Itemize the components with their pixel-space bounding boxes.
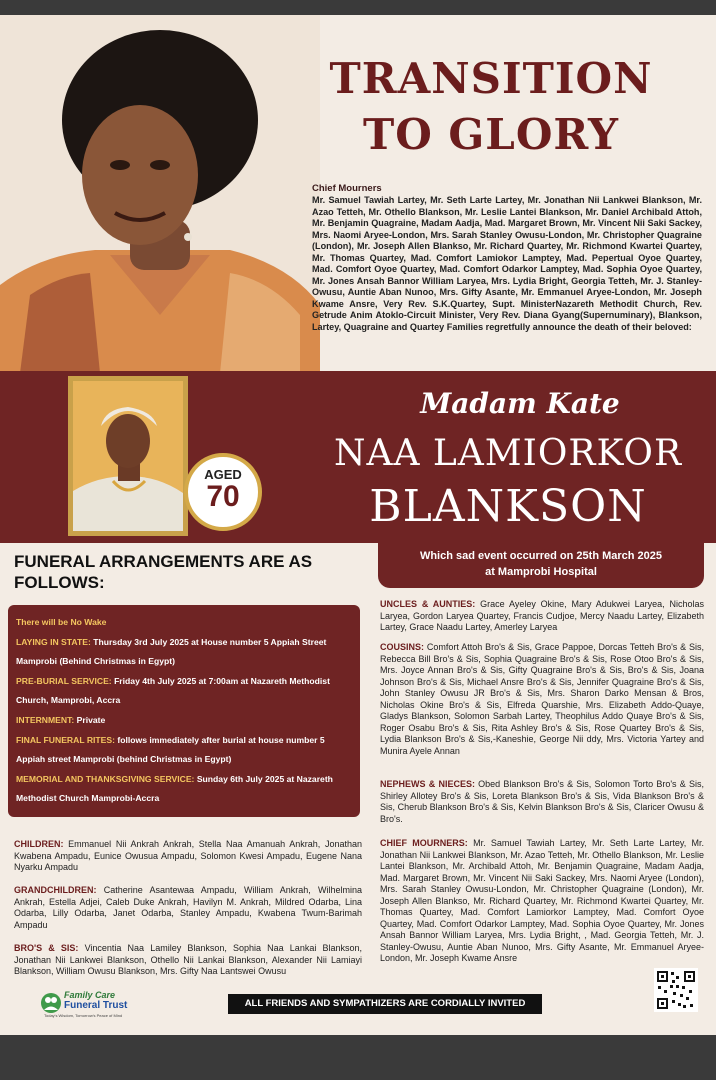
logo-line-2: Funeral Trust <box>64 1000 128 1011</box>
top-letterbox <box>0 0 716 15</box>
arrangement-item: LAYING IN STATE: Thursday 3rd July 2025 at House number 5 Appiah Street Mamprobi (Behind Christmas in Egypt) <box>16 636 327 667</box>
logo-line-1: Family Care <box>64 990 116 1000</box>
cousins-section: COUSINS: Comfort Attoh Bro's & Sis, Grace Pappoe, Dorcas Tetteh Bro's & Sis, Rebecca Bill Bro's & Sis, Sophia Quagraine Bro's & Sis, Rose Otoo Bro's & Sis, Mrs. Joyce Annan Bro's & Sis, Gifty Quagraine Bro's & Sis, Bro's & Sis, Joana Johnson Bro's & Sis, Michael Ansre Bro's & Sis, Jennifer Quagraine Bro's & Sis, John Stanley Owusu JR Bro's & Sis, Mrs. Sharon Darko Mensan & Bros, Nicholas Okine Bro's & Sis, Elfreda Quarshie, Mrs. Elizabeth Addo-Quaye, Gladys Blankson, Solomon Sarbah Lartey, Theophilus Addo Quaye Bro's & Sis, Roger Osabu Bro's & Sis, Rita Ashley Bro's & Sis, Rose Quartey Bro's & Sis, Lydia Blankson Bro's & Sis,-Kaneshie, George Nii ddy, Mrs. Victoria Yartey and Munira Ayele Annan <box>380 642 704 756</box>
title-line-2: TO GLORY <box>362 110 620 159</box>
no-wake-notice: There will be No Wake <box>16 617 107 627</box>
event-date-line: Which sad event occurred on 25th March 2025 <box>419 550 663 562</box>
invitation-banner: ALL FRIENDS AND SYMPATHIZERS ARE CORDIALLY INVITED <box>228 994 542 1014</box>
arrangements-box <box>8 605 360 817</box>
children-section: CHILDREN: Emmanuel Nii Ankrah Ankrah, Stella Naa Amanuah Ankrah, Jonathan Kwabena Ampadu, Eunice Owusua Ampadu, Solomon Kwesi Ampadu, Eugene Nana Nyarku Ampadu <box>14 839 362 872</box>
deceased-honorific: Madam Kate <box>420 387 620 420</box>
deceased-name-line-1: NAA LAMIORKOR <box>333 433 683 474</box>
uncles-aunties-section: UNCLES & AUNTIES: Grace Ayeley Okine, Mary Adukwei Laryea, Nicholas Laryea, Gordon Laryea Quartey, Francis Cudjoe, Mercy Naadu Lartey, Elizabeth Lartey, Grace Naadu Lartey, Amerley Laryea <box>380 599 704 632</box>
chief-mourners-heading: Chief Mourners <box>312 183 382 194</box>
event-place-line: at Mamprobi Hospital <box>485 566 597 578</box>
chief-mourners-section: CHIEF MOURNERS: Mr. Samuel Tawiah Lartey, Mr. Seth Larte Lartey, Mr. Jonathan Nii Lankwei Blankson, Mr. Azao Tetteh, Mr. Othello Blankson, Mr. Leslie Lantei Blankson, Mr. Archibald Attoh, Mr. Benjamin Quagraine, Madam Aadja, Mad. Margaret Brown, Mr. Vincent Nii Saki Sackey, Mrs. Naomi Aryee (London), Mrs. Sarah Stanley Owusu-London, Mr. Christopher Quagraine (London), Mr. Joseph Allen Blankso, Mr. Richard Quartey, Mr. Richmond Kwartei Quartey, Mr. Thomas Quartey, Mad. Comfort Lamiorkor Lamptey, Mad. Comfort Oyoe Quartey, Mad. Comfort Odarkor Lamptey, Mad. Sophia Oyoe Quartey, Mr. Jones Ansah Bannor William Laryea, Mrs. Lydia Bright, , Mad. Georgia Tetteh, Mr. J. Stanley-Owusu, Auntie Aban Nunoo, Mrs. Gifty Asante, Mr. Emmanuel Aryee-London, Mr. Joseph Kwame Ansre <box>380 838 704 963</box>
logo-tagline: Today's Wisdom, Tomorrow's Peace of Mind <box>44 1013 123 1018</box>
qr-code <box>654 968 698 1012</box>
age-number: 70 <box>206 480 240 513</box>
portrait-photo <box>0 15 320 373</box>
page-title <box>306 51 676 163</box>
nephews-nieces-section: NEPHEWS & NIECES: Obed Blankson Bro's & Sis, Solomon Torto Bro's & Sis, Shirley Allotey Bro's & Sis, Loreta Blankson Bro's & Sis, Vida Blankson Bro's & Sis, Cherub Blankson Bro's & Sis, Kelvin Blankson Bro's & Sis, Claricer Owusu & Bro's. <box>380 779 704 824</box>
funeral-poster <box>0 15 716 1035</box>
arrangement-item: PRE-BURIAL SERVICE: Friday 4th July 2025 at 7:00am at Nazareth Methodist Church, Mamprobi, Accra <box>16 675 330 706</box>
arrangement-item: INTERNMENT: Private <box>16 714 106 725</box>
arrangement-item: FINAL FUNERAL RITES: follows immediately after burial at house number 5 Appiah street Mamprobi (behind Christmas in Egypt) <box>16 734 325 765</box>
event-notice <box>378 540 704 588</box>
funeral-trust-logo <box>40 990 140 1020</box>
grandchildren-section: GRANDCHILDREN: Catherine Asantewaa Ampadu, William Ankrah, Wilhelmina Ankrah, Estella Adjei, Caleb Duke Ankrah, Havilyn M. Ankrah, Mildred Odarba, Lina Odarba, Lilly Odarba, Janet Odarba, Stanley Ampadu, Kwabena Twum-Barimah Ampadu <box>14 885 362 930</box>
framed-photo <box>68 376 188 536</box>
arrangement-item: MEMORIAL AND THANKSGIVING SERVICE: Sunday 6th July 2025 at Nazareth Methodist Church Mamprobi-Accra <box>16 773 333 804</box>
deceased-name-line-2: BLANKSON <box>369 481 647 532</box>
age-badge <box>184 453 262 531</box>
aged-label: AGED <box>204 467 242 482</box>
arrangements-heading: FUNERAL ARRANGEMENTS ARE AS FOLLOWS: <box>14 552 313 592</box>
bottom-letterbox <box>0 1035 716 1080</box>
family-care-icon <box>40 992 62 1014</box>
siblings-section: BRO'S & SIS: Vincentia Naa Lamiley Blankson, Sophia Naa Lankai Blankson, Jonathan Nii Lankwei Blankson, Othello Nii Lankai Blankson, Alexander Nii Lamiayi Blankson, William Owusu Blankson, Mrs. Gifty Naa Lantswei Owusu <box>14 943 362 976</box>
title-line-1: TRANSITION <box>329 54 653 103</box>
chief-mourners-text: Mr. Samuel Tawiah Lartey, Mr. Seth Larte Lartey, Mr. Jonathan Nii Lankwei Blankson, Mr. Azao Tetteh, Mr. Othello Blankson, Mr. Leslie Lantei Blankson, Mr. Daniel Archibald Attoh, Mr. Benjamin Quagraine, Madam Aadja, Mad. Margaret Brown, Mr. Vincent Nii Saki Sackey, Mrs. Naomi Aryee-London, Mrs. Sarah Stanley Owusu-London, Mr. Christopher Quagraine (London), Mr. Joseph Allen Blankso, Mr. Richard Quartey, Mr. Richmond Kwartei Quartey, Mr. Thomas Quartey, Mad. Comfort Lamiokor Lamptey, Mad. Pepertual Oyoe Quartey, Mad. Comfort Oyoe Quartey, Mad. Comfort Odarkor Lamptey, Mad. Sophia Oyoe Quartey, Mr. Jones Ansah Bannor William Laryea, Mrs. Lydia Bright, Georgia Tetteh, Mr. J. Stanley-Owusu, Auntie Aban Nunoo, Mrs. Gifty Asante, Mr. Emmanuel Aryee-London, Mr. Joseph Kwame Ansre, Very Rev. S.K.Quartey, Supt. MinisterNazareth Methodit Church, Rev. Getrude Anim Atoklo-Circuit Minister, Very Rev. Diana Gyang(Supernuminary), Blankson, Lartey, Quagraine and Quartey Families regretfully announce the death of their beloved: <box>312 195 702 332</box>
